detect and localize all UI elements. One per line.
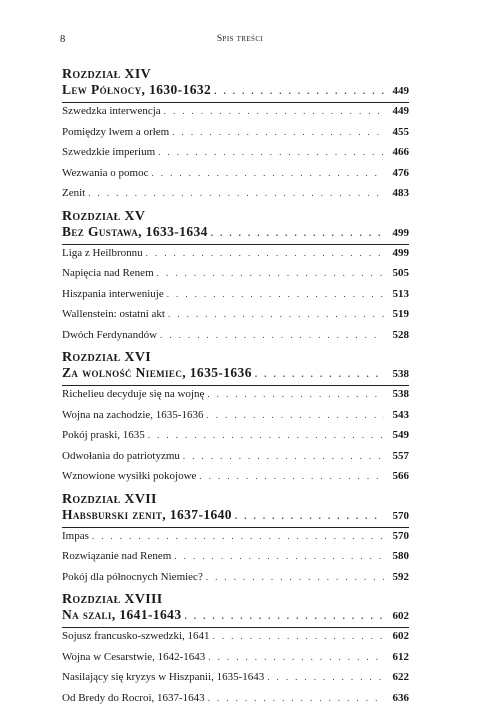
page-ref: 622 [387, 671, 409, 683]
page-ref: 636 [387, 692, 409, 704]
entry-title: Richelieu decyduje się na wojnę [62, 388, 204, 400]
leader-dots [158, 147, 384, 157]
toc-entry [62, 388, 409, 409]
leader-dots [208, 693, 384, 703]
toc-entry [62, 630, 409, 651]
entry-title: Wojna na zachodzie, 1635-1636 [62, 409, 203, 421]
entry-title: Pomiędzy lwem a orłem [62, 126, 169, 138]
toc-entry [62, 470, 409, 491]
entry-title: Szwedzkie imperium [62, 146, 155, 158]
page-ref: 592 [387, 571, 409, 583]
chapter-title-row [62, 365, 409, 385]
chapter-17 [62, 491, 409, 592]
entry-title: Sojusz francusko-szwedzki, 1641 [62, 630, 210, 642]
page-number: 8 [60, 34, 65, 45]
leader-dots [199, 471, 384, 481]
chapter-16 [62, 349, 409, 491]
chapter-label: Rozdział XVIII [62, 591, 409, 607]
leader-dots [167, 289, 384, 299]
leader-dots [92, 531, 384, 541]
entry-title: Wznowione wysiłki pokojowe [62, 470, 196, 482]
leader-dots [183, 451, 384, 461]
chapter-title-row [62, 607, 409, 627]
running-title: Spis treści [60, 34, 420, 44]
page-ref: 602 [387, 630, 409, 642]
entry-title: Wallenstein: ostatni akt [62, 308, 165, 320]
page-ref: 476 [387, 167, 409, 179]
entry-title: Odwołania do patriotyzmu [62, 450, 180, 462]
toc-entry [62, 671, 409, 692]
leader-dots [184, 611, 384, 621]
leader-dots [255, 369, 384, 379]
toc-entry [62, 288, 409, 309]
page-header [60, 34, 420, 48]
page-ref: 543 [387, 409, 409, 421]
leader-dots [88, 188, 384, 198]
page-ref: 602 [387, 610, 409, 622]
leader-dots [206, 572, 384, 582]
entry-title: Zenit [62, 187, 85, 199]
entry-title: Szwedzka interwencja [62, 105, 161, 117]
leader-dots [213, 631, 384, 641]
leader-dots [208, 652, 384, 662]
chapter-label: Rozdział XIV [62, 66, 409, 82]
leader-dots [214, 86, 384, 96]
page-ref: 449 [387, 85, 409, 97]
page-ref: 528 [387, 329, 409, 341]
page-ref: 513 [387, 288, 409, 300]
table-of-contents [62, 66, 409, 712]
leader-dots [267, 672, 384, 682]
toc-entry [62, 126, 409, 147]
chapter-18 [62, 591, 409, 712]
toc-entry [62, 530, 409, 551]
toc-entry [62, 409, 409, 430]
page-ref: 455 [387, 126, 409, 138]
entry-title: Od Bredy do Rocroi, 1637-1643 [62, 692, 205, 704]
toc-entry [62, 550, 409, 571]
chapter-title: Na szali, 1641-1643 [62, 607, 181, 623]
chapter-title-row [62, 82, 409, 102]
entry-title: Wojna w Cesarstwie, 1642-1643 [62, 651, 205, 663]
leader-dots [206, 410, 384, 420]
page-ref: 499 [387, 247, 409, 259]
title-rule [62, 244, 409, 245]
page-ref: 466 [387, 146, 409, 158]
toc-entry [62, 692, 409, 712]
page-ref: 483 [387, 187, 409, 199]
entry-title: Nasilający się kryzys w Hiszpanii, 1635-1643 [62, 671, 264, 683]
toc-entry [62, 187, 409, 208]
leader-dots [211, 228, 384, 238]
page-ref: 570 [387, 510, 409, 522]
leader-dots [146, 248, 384, 258]
page-ref: 538 [387, 368, 409, 380]
toc-entry [62, 429, 409, 450]
chapter-title-row [62, 507, 409, 527]
toc-entry [62, 450, 409, 471]
page-ref: 566 [387, 470, 409, 482]
toc-entry [62, 105, 409, 126]
leader-dots [174, 551, 384, 561]
chapter-15 [62, 208, 409, 350]
page-ref: 612 [387, 651, 409, 663]
toc-entry [62, 167, 409, 188]
toc-entry [62, 308, 409, 329]
toc-entry [62, 247, 409, 268]
entry-title: Dwóch Ferdynandów [62, 329, 157, 341]
entry-title: Liga z Heilbronnu [62, 247, 143, 259]
chapter-title-row [62, 224, 409, 244]
page-ref: 499 [387, 227, 409, 239]
chapter-label: Rozdział XVI [62, 349, 409, 365]
chapter-label: Rozdział XVII [62, 491, 409, 507]
entry-title: Pokój dla północnych Niemiec? [62, 571, 203, 583]
page-ref: 570 [387, 530, 409, 542]
entry-title: Hiszpania interweniuje [62, 288, 164, 300]
entry-title: Rozwiązanie nad Renem [62, 550, 171, 562]
leader-dots [207, 389, 384, 399]
page-ref: 505 [387, 267, 409, 279]
entry-title: Impas [62, 530, 89, 542]
title-rule [62, 627, 409, 628]
entry-title: Wezwania o pomoc [62, 167, 148, 179]
page-ref: 538 [387, 388, 409, 400]
leader-dots [157, 268, 384, 278]
leader-dots [172, 127, 384, 137]
leader-dots [164, 106, 384, 116]
page-ref: 519 [387, 308, 409, 320]
entry-title: Napięcia nad Renem [62, 267, 154, 279]
toc-entry [62, 146, 409, 167]
toc-entry [62, 571, 409, 592]
leader-dots [168, 309, 384, 319]
toc-entry [62, 267, 409, 288]
leader-dots [148, 430, 384, 440]
chapter-14 [62, 66, 409, 208]
toc-entry [62, 651, 409, 672]
leader-dots [160, 330, 384, 340]
title-rule [62, 102, 409, 103]
title-rule [62, 385, 409, 386]
toc-entry [62, 329, 409, 350]
chapter-title: Za wolność Niemiec, 1635-1636 [62, 365, 252, 381]
chapter-title: Bez Gustawa, 1633-1634 [62, 224, 208, 240]
chapter-label: Rozdział XV [62, 208, 409, 224]
chapter-title: Habsburski zenit, 1637-1640 [62, 507, 232, 523]
leader-dots [151, 168, 384, 178]
page-ref: 557 [387, 450, 409, 462]
leader-dots [235, 511, 384, 521]
chapter-title: Lew Północy, 1630-1632 [62, 82, 211, 98]
page-ref: 549 [387, 429, 409, 441]
entry-title: Pokój praski, 1635 [62, 429, 145, 441]
title-rule [62, 527, 409, 528]
page-ref: 449 [387, 105, 409, 117]
page-ref: 580 [387, 550, 409, 562]
